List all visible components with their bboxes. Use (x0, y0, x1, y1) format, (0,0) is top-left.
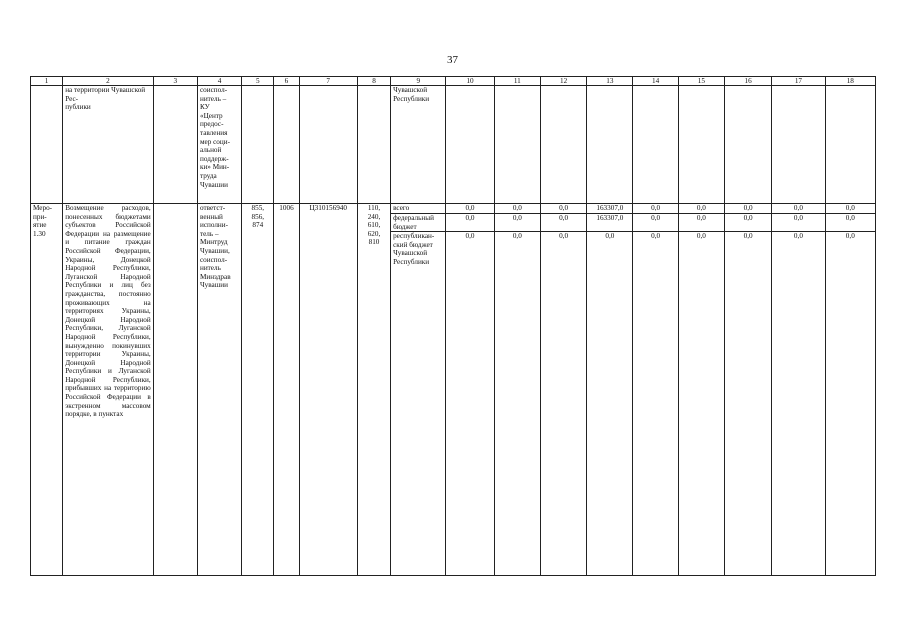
value-cell: 0,0 (540, 232, 586, 576)
value-cell: 0,0 (446, 232, 494, 576)
value-cell: 0,0 (446, 214, 494, 232)
value-cell: 163307,0 (587, 204, 633, 214)
value-cell: 0,0 (678, 204, 724, 214)
col-header: 13 (587, 77, 633, 86)
measure-id: Меро- при- ятие 1.30 (31, 204, 63, 576)
page-number: 37 (447, 54, 458, 66)
funding-source-cont: Чувашской Республики (391, 86, 446, 204)
col-header: 7 (299, 77, 357, 86)
column-number-row (31, 77, 876, 86)
executor: ответст- венный исполни- тель – Минтруд Чувашии, соиспол- нитель Минздрав Чувашии (197, 204, 241, 576)
value-cell: 0,0 (633, 204, 678, 214)
value-cell: 0,0 (678, 214, 724, 232)
value-cell: 163307,0 (587, 214, 633, 232)
value-cell: 0,0 (772, 214, 825, 232)
section-code: 1006 (274, 204, 299, 576)
value-cell: 0,0 (540, 214, 586, 232)
col-header: 9 (391, 77, 446, 86)
value-cell: 0,0 (825, 214, 875, 232)
col-header: 2 (63, 77, 154, 86)
col-header: 15 (678, 77, 724, 86)
funding-source: федеральный бюджет (391, 214, 446, 232)
col-header: 10 (446, 77, 494, 86)
expense-type: 110, 240, 610, 620, 810 (357, 204, 390, 576)
col-header: 1 (31, 77, 63, 86)
value-cell: 0,0 (633, 232, 678, 576)
program-table (30, 76, 876, 576)
value-cell: 0,0 (494, 214, 540, 232)
col-header: 12 (540, 77, 586, 86)
measure-description: Возмещение расходов, понесенных бюджетами субъектов Российской Федерации на размещение и питание граждан Российской Федерации, Украины, Донецкой Народной Республики, Луганской Народной Республики и лиц без гражданства, постоянно проживающих на территориях Украины, Донецкой Народной Республики, Луганской Народной Республики, вынужденно покинувших территории Украины, Донецкой Народной Республики и Луганской Народной Республики, прибывших на территорию Российской Федерации в экстренном массовом порядке, в пунктах (63, 204, 154, 576)
col-header: 16 (725, 77, 772, 86)
value-cell: 0,0 (725, 204, 772, 214)
table-row (31, 204, 876, 214)
value-cell: 0,0 (446, 204, 494, 214)
value-cell: 0,0 (540, 204, 586, 214)
col-header: 5 (242, 77, 274, 86)
grbs-codes: 855, 856, 874 (242, 204, 274, 576)
table-row-continuation (31, 86, 876, 204)
col-header: 11 (494, 77, 540, 86)
value-cell: 0,0 (633, 214, 678, 232)
target-article: Ц310156940 (299, 204, 357, 576)
col-header: 4 (197, 77, 241, 86)
value-cell: 0,0 (825, 204, 875, 214)
executor-cont: соиспол- нитель – КУ «Центр предос- тавления мер соци- альной поддерж- ки» Мин- труда Чувашии (197, 86, 241, 204)
col-header: 18 (825, 77, 875, 86)
col-header: 14 (633, 77, 678, 86)
col-header: 17 (772, 77, 825, 86)
funding-source: республикан- ский бюджет Чувашской Республики (391, 232, 446, 576)
col-header: 6 (274, 77, 299, 86)
value-cell: 0,0 (494, 204, 540, 214)
value-cell: 0,0 (772, 232, 825, 576)
measure-description-cont: на территории Чувашской Рес- публики (63, 86, 154, 204)
col-header: 8 (357, 77, 390, 86)
value-cell: 0,0 (725, 214, 772, 232)
value-cell: 0,0 (678, 232, 724, 576)
value-cell: 0,0 (587, 232, 633, 576)
funding-source: всего (391, 204, 446, 214)
value-cell: 0,0 (825, 232, 875, 576)
value-cell: 0,0 (772, 204, 825, 214)
col-header: 3 (153, 77, 197, 86)
value-cell: 0,0 (725, 232, 772, 576)
value-cell: 0,0 (494, 232, 540, 576)
